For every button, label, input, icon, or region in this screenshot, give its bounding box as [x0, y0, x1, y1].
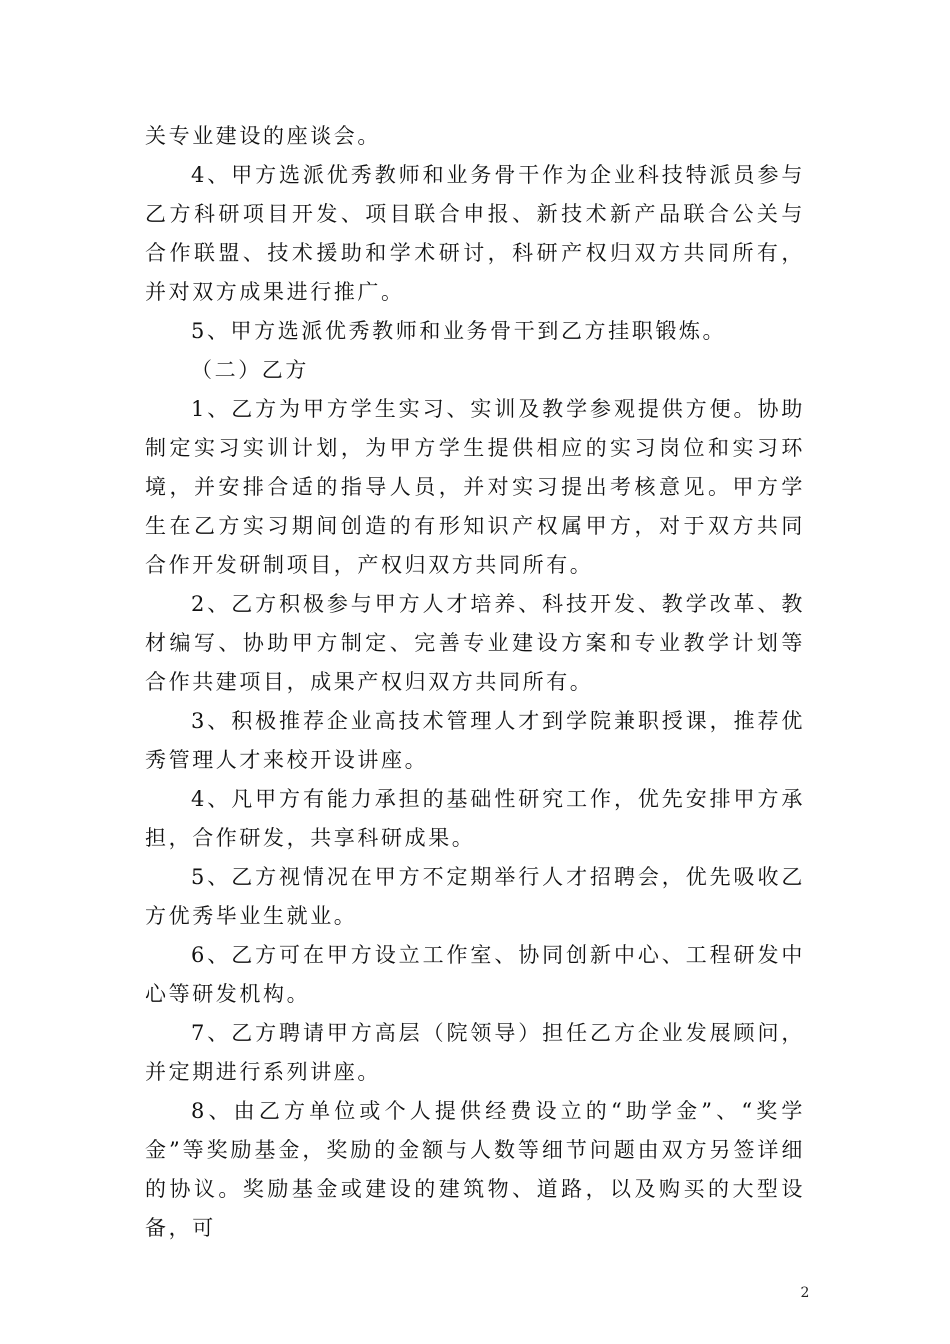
paragraph-item-8-party-b: 8、由乙方单位或个人提供经费设立的“助学金”、“奖学金”等奖励基金，奖励的金额与人数等细节问题由双方另签详细的协议。奖励基金或建设的建筑物、道路，以及购买的大型设备，可 — [145, 1099, 805, 1240]
paragraph-item-6-party-b: 6、乙方可在甲方设立工作室、协同创新中心、工程研发中心等研发机构。 — [145, 943, 805, 1006]
page-number: 2 — [800, 1285, 810, 1301]
paragraph-continuation: 关专业建设的座谈会。 — [145, 124, 381, 148]
paragraph-item-1-party-b: 1、乙方为甲方学生实习、实训及教学参观提供方便。协助制定实习实训计划，为甲方学生提供相应的实习岗位和实习环境，并安排合适的指导人员，并对实习提出考核意见。甲方学生在乙方实习期间创造的有形知识产权属甲方，对于双方共同合作开发研制项目，产权归双方共同所有。 — [145, 397, 805, 577]
paragraph-item-4-party-a: 4、甲方选派优秀教师和业务骨干作为企业科技特派员参与乙方科研项目开发、项目联合申报、新技术新产品联合公关与合作联盟、技术援助和学术研讨，科研产权归双方共同所有，并对双方成果进行推广。 — [145, 163, 805, 304]
paragraph-item-3-party-b: 3、积极推荐企业高技术管理人才到学院兼职授课，推荐优秀管理人才来校开设讲座。 — [145, 709, 805, 772]
section-heading-party-b: （二）乙方 — [191, 358, 309, 382]
paragraph-item-5-party-b: 5、乙方视情况在甲方不定期举行人才招聘会，优先吸收乙方优秀毕业生就业。 — [145, 865, 805, 928]
document-body — [145, 117, 805, 1248]
paragraph-item-5-party-a: 5、甲方选派优秀教师和业务骨干到乙方挂职锻炼。 — [191, 319, 727, 343]
paragraph-item-4-party-b: 4、凡甲方有能力承担的基础性研究工作，优先安排甲方承担，合作研发，共享科研成果。 — [145, 787, 805, 850]
paragraph-item-7-party-b: 7、乙方聘请甲方高层（院领导）担任乙方企业发展顾问，并定期进行系列讲座。 — [145, 1021, 805, 1084]
paragraph-item-2-party-b: 2、乙方积极参与甲方人才培养、科技开发、教学改革、教材编写、协助甲方制定、完善专业建设方案和专业教学计划等合作共建项目，成果产权归双方共同所有。 — [145, 592, 805, 694]
